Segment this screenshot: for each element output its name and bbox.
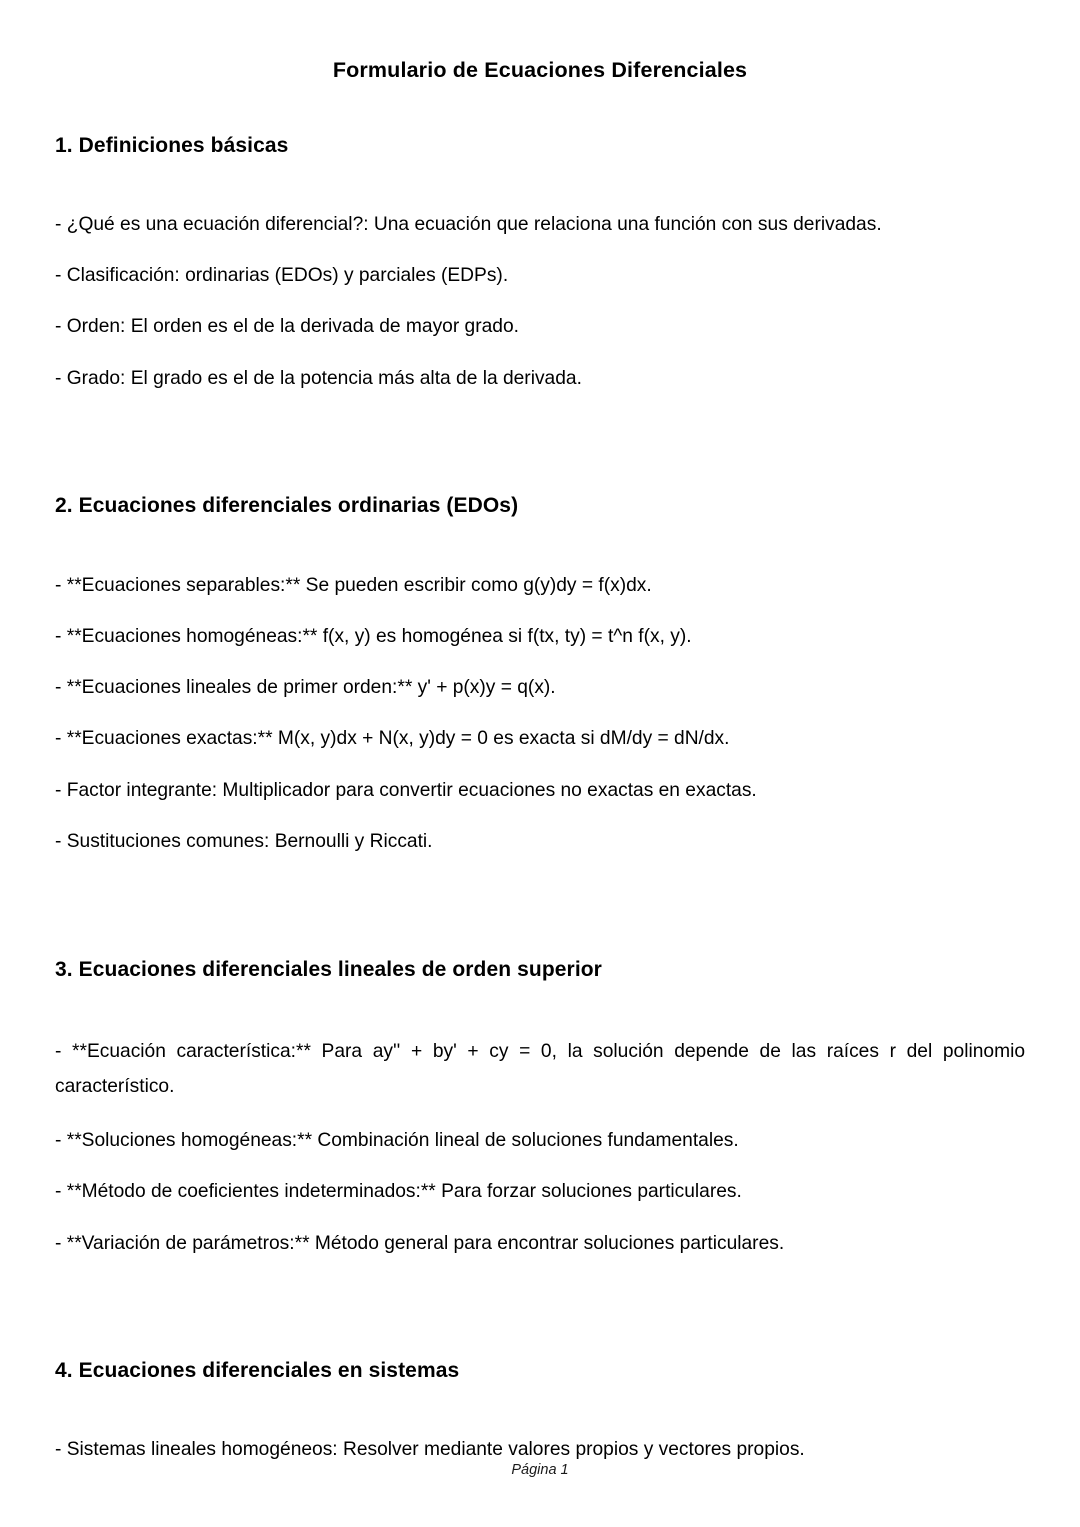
section-4-bullet-list [55,1435,1025,1465]
list-item: - **Ecuaciones lineales de primer orden:** y' + p(x)y = q(x). [55,677,556,699]
list-item: - **Ecuaciones separables:** Se pueden escribir como g(y)dy = f(x)dx. [55,574,652,596]
page-footer: Página 1 [511,1462,569,1478]
section-1 [55,133,1025,394]
list-item: - ¿Qué es una ecuación diferencial?: Una ecuación que relaciona una función con sus derivadas. [55,213,882,235]
list-item: - **Método de coeficientes indeterminados:** Para forzar soluciones particulares. [55,1181,742,1203]
list-item: - Factor integrante: Multiplicador para convertir ecuaciones no exactas en exactas. [55,779,757,801]
list-item: - Orden: El orden es el de la derivada de mayor grado. [55,316,519,338]
section-heading-4: 4. Ecuaciones diferenciales en sistemas [55,1359,460,1383]
page-title: Formulario de Ecuaciones Diferenciales [332,58,748,82]
section-3-bullet-list [55,1034,1025,1258]
list-item: - Sistemas lineales homogéneos: Resolver mediante valores propios y vectores propios. [55,1439,805,1461]
section-heading-3: 3. Ecuaciones diferenciales lineales de orden superior [55,957,602,981]
section-2-bullet-list [55,571,1025,857]
list-item: - **Variación de parámetros:** Método general para encontrar soluciones particulares. [55,1232,785,1254]
section-heading-2: 2. Ecuaciones diferenciales ordinarias (EDOs) [55,494,519,518]
list-item: - Sustituciones comunes: Bernoulli y Riccati. [55,830,433,852]
list-item: - **Ecuaciones exactas:** M(x, y)dx + N(x, y)dy = 0 es exacta si dM/dy = dN/dx. [55,728,730,750]
list-item: - Clasificación: ordinarias (EDOs) y parciales (EDPs). [55,265,509,287]
list-item: - **Ecuación característica:** Para ay'' + by' + cy = 0, la solución depende de las raíces r del polinomio característico. [55,1040,1025,1098]
list-item: - **Soluciones homogéneas:** Combinación lineal de soluciones fundamentales. [55,1130,739,1152]
document-body [55,0,1025,1465]
section-3 [55,957,1025,1259]
section-2 [55,493,1025,856]
section-heading-1: 1. Definiciones básicas [55,133,289,157]
list-item: - Grado: El grado es el de la potencia más alta de la derivada. [55,367,582,389]
section-1-bullet-list [55,210,1025,394]
section-4 [55,1358,1025,1465]
list-item: - **Ecuaciones homogéneas:** f(x, y) es homogénea si f(tx, ty) = t^n f(x, y). [55,625,692,647]
